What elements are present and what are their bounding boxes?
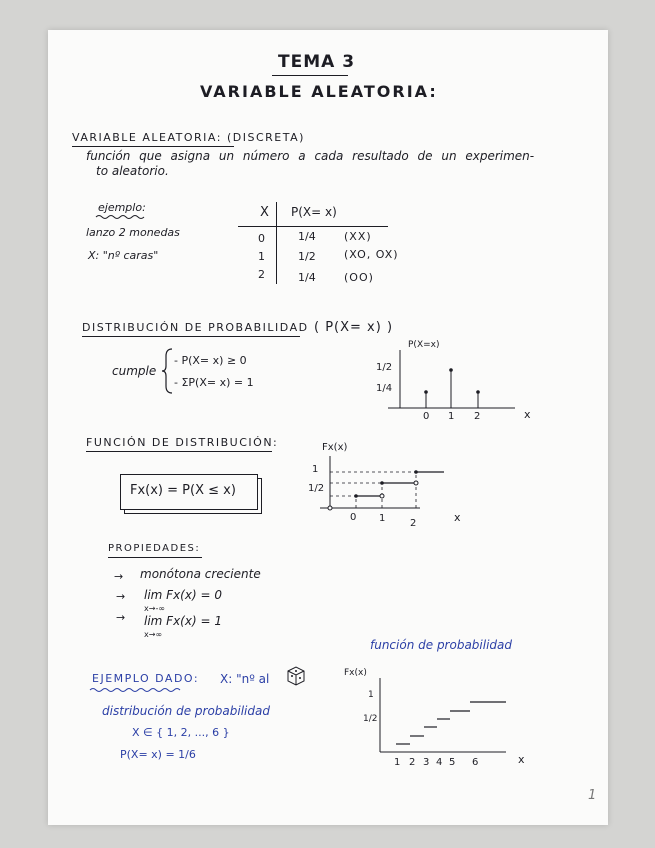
page-title: TEMA 3 [278, 52, 356, 72]
left-brace [162, 348, 174, 394]
table-row-0-x: 0 [258, 232, 265, 245]
die-cdf-xtick-4: 4 [436, 757, 443, 768]
cdf-ylabel: Fx(x) [322, 442, 348, 453]
distribution-label: distribución de probabilidad [102, 704, 270, 718]
pmf-ylabel: P(X=x) [408, 340, 440, 350]
pmf-xlabel: x [524, 408, 531, 421]
table-vline [276, 202, 277, 284]
property-1: monótona creciente [140, 567, 261, 581]
table-header-x: X [260, 205, 269, 220]
notebook-page [48, 30, 608, 825]
cdf-xtick-2: 2 [410, 518, 417, 529]
definition-line-2: to aleatorio. [96, 164, 169, 178]
die-cdf-xtick-3: 3 [423, 757, 430, 768]
die-cdf-ytick-1: 1 [368, 690, 374, 700]
die-cdf-xlabel: x [518, 753, 525, 766]
table-header-p: P(X= x) [291, 205, 337, 219]
example-description-2: X: "nº caras" [88, 249, 159, 262]
pmf-axes [388, 350, 518, 412]
die-cdf-xtick-6: 6 [472, 757, 479, 768]
section-heading-variable: VARIABLE ALEATORIA: (DISCRETA) [72, 131, 305, 144]
distribution-heading-paren: ( P(X= x) ) [314, 320, 394, 335]
property-2-sub: x→-∞ [144, 604, 165, 613]
die-cdf-ylabel: Fx(x) [344, 668, 367, 678]
section-underline-3 [86, 451, 272, 452]
condition-2: - ΣP(X= x) = 1 [174, 376, 254, 389]
section-heading-properties: PROPIEDADES: [108, 543, 201, 554]
title-underline [272, 75, 348, 76]
example-label: ejemplo: [98, 201, 146, 214]
probability-function-label: función de probabilidad [370, 638, 513, 652]
die-cdf-axes [378, 678, 518, 758]
pmf-ytick-half: 1/2 [376, 362, 393, 373]
cdf-formula: Fx(x) = P(X ≤ x) [130, 483, 236, 498]
table-row-2-p: 1/4 [298, 271, 316, 284]
cdf-axes [320, 456, 460, 516]
section-underline [72, 146, 234, 147]
page-number: 1 [588, 788, 597, 803]
pmf-xtick-2: 2 [474, 411, 481, 422]
arrow-icon: → [114, 570, 124, 583]
definition-line-1: función que asigna un número a cada resultado de un experimen- [86, 149, 535, 163]
example-variable-definition: X: "nº al [220, 672, 270, 686]
table-row-1-outcome: (XO, OX) [344, 248, 399, 261]
pmf-ytick-quarter: 1/4 [376, 383, 393, 394]
section-heading-cdf: FUNCIÓN DE DISTRIBUCIÓN: [86, 436, 279, 449]
support-set: X ∈ { 1, 2, ..., 6 } [132, 726, 230, 739]
table-row-0-p: 1/4 [298, 230, 316, 243]
table-row-0-outcome: (XX) [344, 230, 372, 243]
section-heading-example: EJEMPLO DADO: [92, 672, 200, 685]
property-2: lim Fx(x) = 0 [144, 588, 222, 602]
die-cdf-xtick-5: 5 [449, 757, 456, 768]
condition-1: - P(X= x) ≥ 0 [174, 354, 247, 367]
table-row-2-x: 2 [258, 268, 265, 281]
cdf-xtick-1: 1 [379, 513, 386, 524]
cumple-label: cumple [112, 364, 157, 378]
cdf-xlabel: x [454, 511, 461, 524]
example-heading-wavy-underline [90, 687, 186, 693]
cdf-xtick-0: 0 [350, 512, 357, 523]
table-row-1-x: 1 [258, 250, 265, 263]
table-row-2-outcome: (OO) [344, 271, 374, 284]
section-underline-4 [108, 557, 202, 558]
die-cdf-xtick-1: 1 [394, 757, 401, 768]
cdf-ytick-1: 1 [312, 464, 319, 475]
property-3-sub: x→∞ [144, 630, 163, 639]
example-description-1: lanzo 2 monedas [86, 226, 180, 239]
property-3: lim Fx(x) = 1 [144, 614, 222, 628]
table-hline [238, 226, 388, 227]
die-cdf-xtick-2: 2 [409, 757, 416, 768]
table-row-1-p: 1/2 [298, 250, 316, 263]
example-wavy-underline [96, 214, 146, 220]
section-heading-distribution: DISTRIBUCIÓN DE PROBABILIDAD [82, 321, 309, 334]
section-underline-2 [82, 336, 300, 337]
pmf-xtick-1: 1 [448, 411, 455, 422]
pmf-formula: P(X= x) = 1/6 [120, 748, 196, 761]
dice-icon [286, 664, 306, 686]
die-cdf-ytick-half: 1/2 [363, 714, 378, 724]
arrow-icon: → [116, 611, 126, 624]
page-subtitle: VARIABLE ALEATORIA: [200, 82, 438, 101]
arrow-icon: → [116, 590, 126, 603]
pmf-xtick-0: 0 [423, 411, 430, 422]
cdf-ytick-half: 1/2 [308, 483, 325, 494]
